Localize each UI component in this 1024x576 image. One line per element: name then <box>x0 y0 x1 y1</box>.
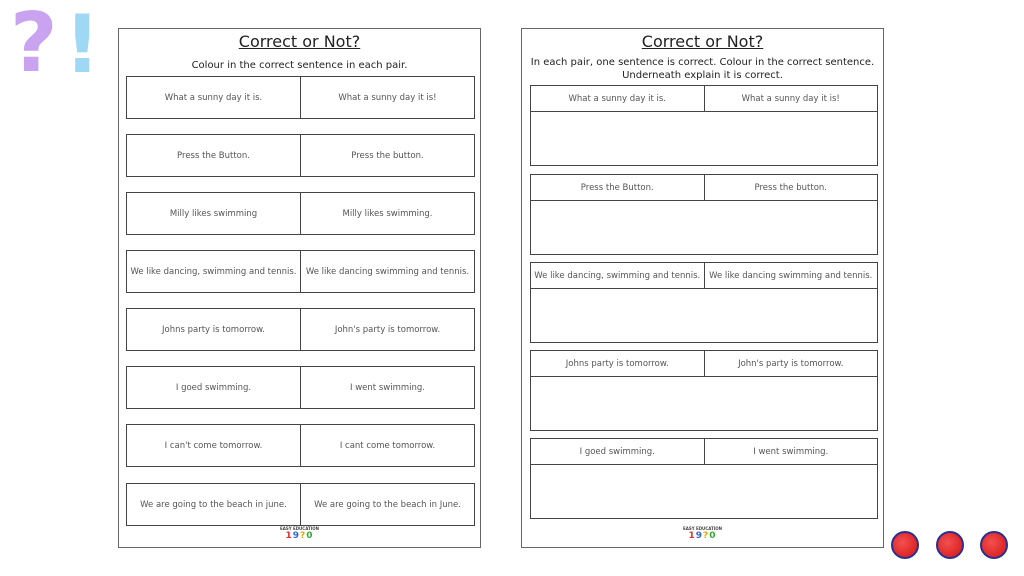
sentence-right[interactable]: What a sunny day it is! <box>741 93 840 104</box>
sentence-pair-with-explanation <box>530 438 878 519</box>
sentence-pair <box>126 483 475 526</box>
sentence-pair-with-explanation <box>530 85 878 166</box>
sentence-left[interactable]: Johns party is tomorrow. <box>127 309 301 350</box>
sentence-right[interactable]: Milly likes swimming. <box>342 208 433 219</box>
worksheet-1-title: Correct or Not? <box>238 32 361 51</box>
sentence-left[interactable]: Press the Button. <box>127 135 301 176</box>
sentence-pair-with-explanation <box>530 262 878 343</box>
sentence-left[interactable]: What a sunny day it is. <box>531 86 705 111</box>
logo-text: EASY EDUCATION <box>280 526 319 531</box>
sentence-pair <box>126 134 475 177</box>
sentence-right[interactable]: I went swimming. <box>753 446 829 457</box>
sentence-right[interactable]: What a sunny day it is! <box>338 92 437 103</box>
worksheet-2-title: Correct or Not? <box>641 32 764 51</box>
sentence-left[interactable]: We like dancing, swimming and tennis. <box>531 263 705 288</box>
worksheet-2-instruction-line-1: In each pair, one sentence is correct. Colour in the correct sentence. <box>530 57 875 68</box>
sentence-pair-with-explanation <box>530 350 878 431</box>
logo-digits: 19?0 <box>688 531 717 541</box>
sentence-pair <box>126 192 475 235</box>
exclamation-mark-decoration: ! <box>64 0 101 91</box>
sentence-right[interactable]: Press the button. <box>754 182 827 193</box>
sentence-left[interactable]: Milly likes swimming <box>127 193 301 234</box>
easy-education-logo <box>280 526 319 541</box>
sentence-left[interactable]: Press the Button. <box>531 175 705 200</box>
sentence-left[interactable]: We are going to the beach in june. <box>127 484 301 525</box>
sentence-left[interactable]: I goed swimming. <box>127 367 301 408</box>
sentence-left[interactable]: I can't come tomorrow. <box>127 425 301 466</box>
sentence-left[interactable]: What a sunny day it is. <box>127 77 301 118</box>
sentence-pair-with-explanation <box>530 174 878 255</box>
explanation-box[interactable] <box>531 377 877 430</box>
sentence-right[interactable]: We like dancing swimming and tennis. <box>709 270 873 281</box>
worksheet-1 <box>118 28 481 548</box>
sentence-pair <box>126 424 475 467</box>
sentence-left[interactable]: I goed swimming. <box>531 439 705 464</box>
red-dot-2[interactable] <box>936 531 964 559</box>
sentence-pair <box>126 76 475 119</box>
sentence-left[interactable]: Johns party is tomorrow. <box>531 351 705 376</box>
sentence-right[interactable]: John's party is tomorrow. <box>334 324 441 335</box>
explanation-box[interactable] <box>531 289 877 342</box>
worksheet-2-instruction-line-2: Underneath explain it is correct. <box>622 70 783 81</box>
sentence-pair <box>126 250 475 293</box>
sentence-right[interactable]: We are going to the beach in June. <box>314 499 461 510</box>
red-dot-3[interactable] <box>980 531 1008 559</box>
sentence-right[interactable]: I cant come tomorrow. <box>339 440 436 451</box>
logo-text: EASY EDUCATION <box>683 526 722 531</box>
explanation-box[interactable] <box>531 201 877 254</box>
easy-education-logo <box>683 526 722 541</box>
red-dot-1[interactable] <box>891 531 919 559</box>
explanation-box[interactable] <box>531 465 877 518</box>
sentence-pair <box>126 366 475 409</box>
explanation-box[interactable] <box>531 112 877 165</box>
sentence-left[interactable]: We like dancing, swimming and tennis. <box>127 251 301 292</box>
sentence-right[interactable]: I went swimming. <box>350 382 425 393</box>
sentence-pair <box>126 308 475 351</box>
sentence-right[interactable]: We like dancing swimming and tennis. <box>305 266 470 277</box>
worksheet-2 <box>521 28 884 548</box>
question-mark-decoration: ? <box>10 0 58 91</box>
worksheet-1-instruction: Colour in the correct sentence in each pair. <box>191 60 408 71</box>
logo-digits: 19?0 <box>285 531 314 541</box>
sentence-right[interactable]: Press the button. <box>351 150 424 161</box>
sentence-right[interactable]: John's party is tomorrow. <box>738 358 844 369</box>
